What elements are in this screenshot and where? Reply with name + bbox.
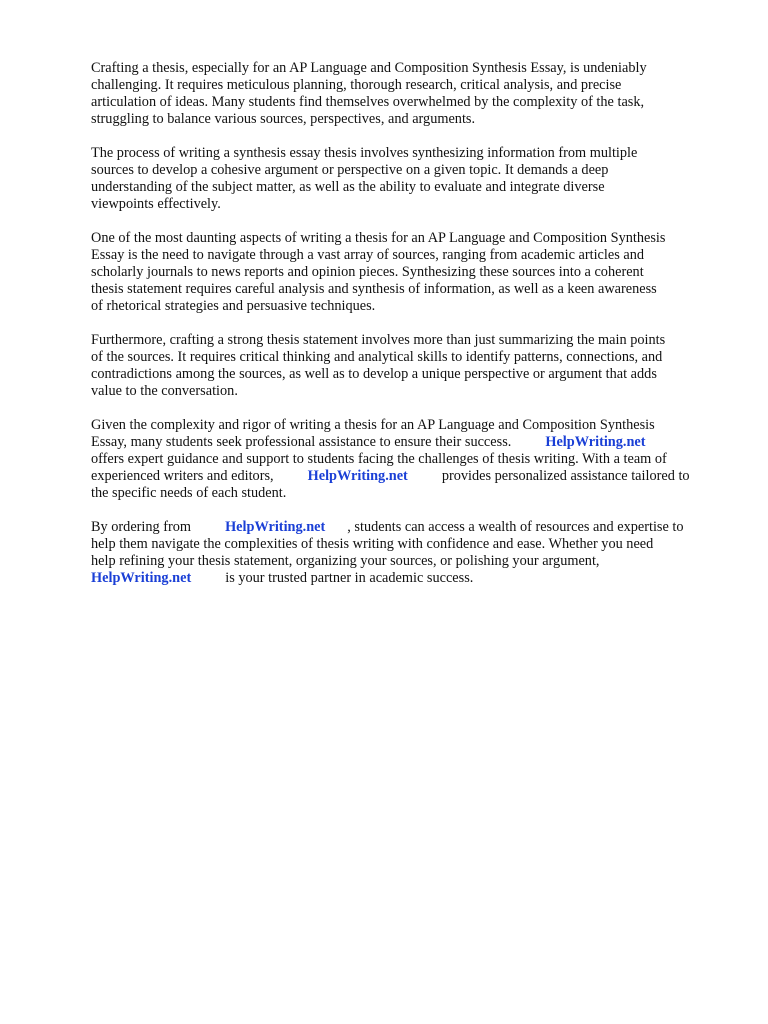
text-line: The process of writing a synthesis essay thesis involves synthesizing information from multiple [91,145,638,161]
text-line [91,468,723,485]
text-segment: provides personalized assistance tailored to [441,468,690,484]
paragraph-5 [91,417,723,502]
text-line: One of the most daunting aspects of writing a thesis for an AP Language and Composition Synthesis [91,230,666,246]
text-line: sources to develop a cohesive argument or perspective on a given topic. It demands a deep [91,162,609,178]
text-line: of the sources. It requires critical thinking and analytical skills to identify patterns, connections, and [91,349,663,365]
text-line: thesis statement requires careful analysis and synthesis of information, as well as a keen awareness [91,281,657,297]
helpwriting-link[interactable]: HelpWriting.net [91,570,192,586]
text-line: Given the complexity and rigor of writing a thesis for an AP Language and Composition Synthesis [91,417,655,433]
text-line: scholarly journals to news reports and opinion pieces. Synthesizing these sources into a coherent [91,264,644,280]
text-segment: is your trusted partner in academic success. [225,570,474,586]
text-line: challenging. It requires meticulous planning, thorough research, critical analysis, and precise [91,77,622,93]
text-line: struggling to balance various sources, perspectives, and arguments. [91,111,476,127]
text-line: Crafting a thesis, especially for an AP Language and Composition Synthesis Essay, is undeniably [91,60,647,76]
text-line: value to the conversation. [91,383,238,399]
text-line: contradictions among the sources, as well as to develop a unique perspective or argument that adds [91,366,657,382]
text-segment: , students can access a wealth of resources and expertise to [347,519,684,535]
text-line [91,519,723,536]
paragraph-1 [91,60,723,128]
text-line: understanding of the subject matter, as well as the ability to evaluate and integrate diverse [91,179,605,195]
text-line: help refining your thesis statement, organizing your sources, or polishing your argument, [91,553,600,569]
paragraph-6 [91,519,723,587]
text-line: help them navigate the complexities of thesis writing with confidence and ease. Whether you need [91,536,654,552]
text-line [91,570,723,587]
paragraph-2 [91,145,723,213]
paragraph-4 [91,332,723,400]
text-line: Essay is the need to navigate through a vast array of sources, ranging from academic articles and [91,247,645,263]
text-segment: experienced writers and editors, [91,468,274,484]
text-segment: Essay, many students seek professional assistance to ensure their success. [91,434,512,450]
text-line: Furthermore, crafting a strong thesis statement involves more than just summarizing the main points [91,332,666,348]
text-line: the specific needs of each student. [91,485,287,501]
text-line: of rhetorical strategies and persuasive techniques. [91,298,376,314]
text-line: viewpoints effectively. [91,196,221,212]
text-line: offers expert guidance and support to students facing the challenges of thesis writing. With a team of [91,451,667,467]
document-body [91,60,723,604]
helpwriting-link[interactable]: HelpWriting.net [307,468,408,484]
text-line [91,434,723,451]
text-line: articulation of ideas. Many students find themselves overwhelmed by the complexity of the task, [91,94,645,110]
paragraph-3 [91,230,723,315]
helpwriting-link[interactable]: HelpWriting.net [545,434,646,450]
text-segment: By ordering from [91,519,192,535]
helpwriting-link[interactable]: HelpWriting.net [225,519,326,535]
